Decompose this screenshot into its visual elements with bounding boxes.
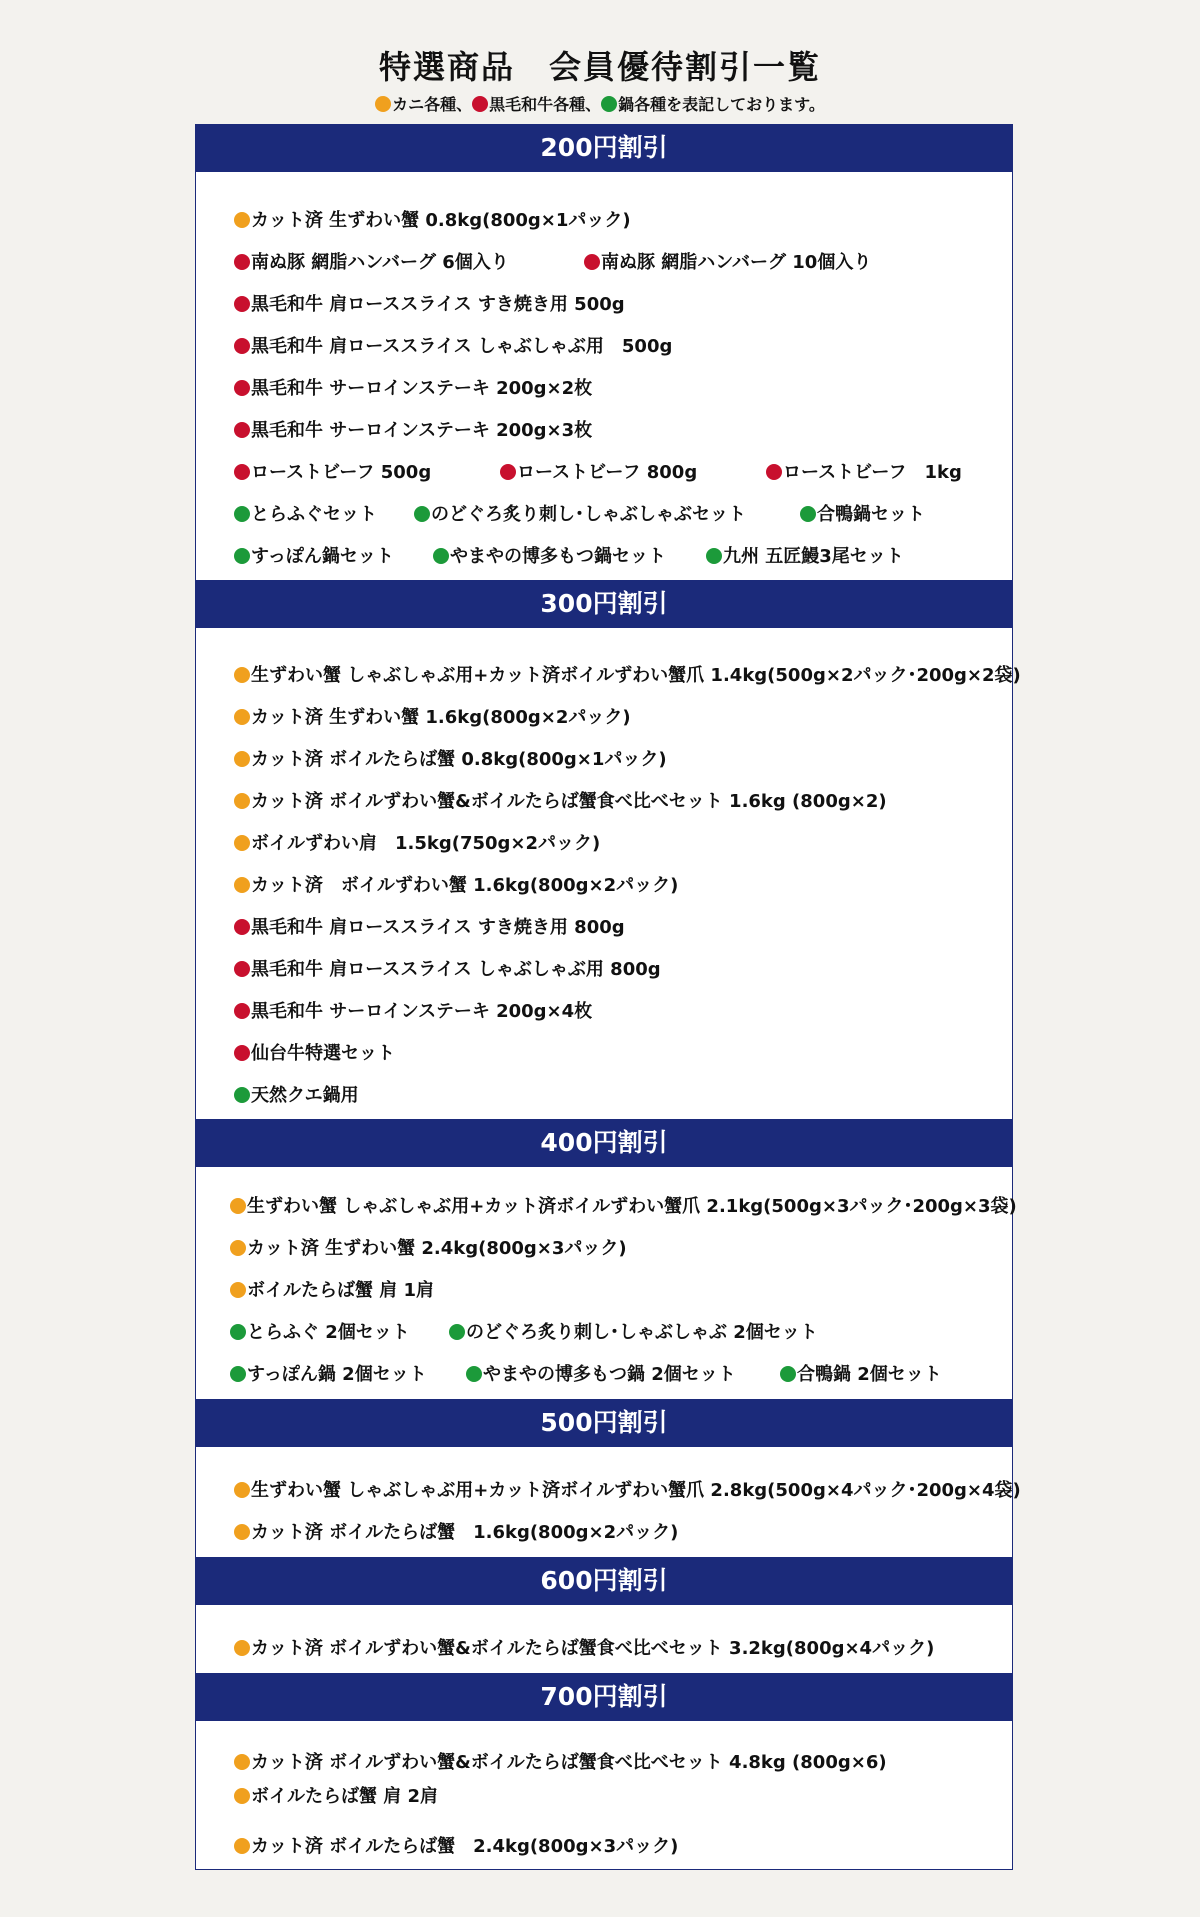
red-dot-icon (234, 254, 250, 270)
orange-dot-icon (234, 1838, 250, 1854)
green-dot-icon (234, 506, 250, 522)
list-item (234, 209, 631, 233)
item-label: やまやの博多もつ鍋 2個セット (483, 1364, 736, 1385)
red-dot-icon (234, 338, 250, 354)
list-item (706, 545, 904, 569)
list-item (234, 335, 672, 359)
list-item (234, 293, 625, 317)
green-dot-icon (466, 1366, 482, 1382)
list-item (234, 916, 625, 940)
item-label: 黒毛和牛 肩ローススライス しゃぶしゃぶ用 800g (251, 959, 661, 980)
item-label: カット済 ボイルたらば蟹 2.4kg(800g×3パック) (251, 1836, 679, 1857)
item-label: 天然クエ鍋用 (251, 1085, 359, 1106)
list-item (234, 461, 431, 485)
item-label: ボイルずわい肩 1.5kg(750g×2パック) (251, 833, 601, 854)
orange-dot-icon (234, 877, 250, 893)
green-dot-icon (706, 548, 722, 564)
item-label: のどぐろ炙り刺し･しゃぶしゃぶセット (431, 504, 746, 525)
list-item (234, 748, 667, 772)
item-label: 仙台牛特選セット (251, 1043, 395, 1064)
list-item (230, 1321, 410, 1345)
list-item (766, 461, 962, 485)
list-item (234, 958, 661, 982)
red-dot-icon (234, 422, 250, 438)
green-dot-icon (601, 96, 617, 112)
red-dot-icon (234, 380, 250, 396)
item-label: ローストビーフ 800g (517, 462, 698, 483)
list-item (800, 503, 925, 527)
item-label: 合鴨鍋 2個セット (797, 1364, 942, 1385)
item-label: カット済 ボイルたらば蟹 1.6kg(800g×2パック) (251, 1522, 679, 1543)
list-item (234, 419, 592, 443)
list-item (234, 1637, 934, 1661)
list-item (234, 664, 1021, 688)
legend (0, 92, 1200, 115)
orange-dot-icon (234, 793, 250, 809)
section-header: 700円割引 (195, 1673, 1013, 1721)
list-item (466, 1363, 736, 1387)
orange-dot-icon (234, 212, 250, 228)
list-item (234, 1751, 887, 1775)
red-dot-icon (234, 1003, 250, 1019)
item-label: カット済 生ずわい蟹 1.6kg(800g×2パック) (251, 707, 631, 728)
red-dot-icon (234, 464, 250, 480)
item-label: ボイルたらば蟹 肩 1肩 (247, 1280, 435, 1301)
red-dot-icon (584, 254, 600, 270)
red-dot-icon (234, 919, 250, 935)
list-item (230, 1195, 1017, 1219)
list-item (234, 1042, 395, 1066)
item-label: 南ぬ豚 網脂ハンバーグ 10個入り (601, 252, 872, 273)
item-label: とらふぐ 2個セット (247, 1322, 410, 1343)
item-label: すっぽん鍋セット (251, 546, 394, 567)
list-item (234, 545, 394, 569)
page-title: 特選商品 会員優待割引一覧 (378, 48, 821, 86)
item-label: 黒毛和牛 肩ローススライス すき焼き用 500g (251, 294, 625, 315)
item-label: カット済 生ずわい蟹 0.8kg(800g×1パック) (251, 210, 631, 231)
orange-dot-icon (230, 1282, 246, 1298)
orange-dot-icon (234, 835, 250, 851)
green-dot-icon (234, 548, 250, 564)
red-dot-icon (766, 464, 782, 480)
item-label: 合鴨鍋セット (817, 504, 925, 525)
red-dot-icon (472, 96, 488, 112)
item-label: 黒毛和牛 肩ローススライス すき焼き用 800g (251, 917, 625, 938)
list-item (234, 1835, 678, 1859)
list-item (500, 461, 697, 485)
section-header: 400円割引 (195, 1119, 1013, 1167)
orange-dot-icon (230, 1240, 246, 1256)
green-dot-icon (230, 1366, 246, 1382)
legend-nabe-label: 鍋各種を表記しております。 (618, 95, 825, 114)
item-label: 生ずわい蟹 しゃぶしゃぶ用+カット済ボイルずわい蟹爪 2.8kg(500g×4パック･200g×4袋) (251, 1480, 1021, 1501)
list-item (234, 1000, 592, 1024)
green-dot-icon (234, 1087, 250, 1103)
list-item (414, 503, 746, 527)
green-dot-icon (414, 506, 430, 522)
green-dot-icon (230, 1324, 246, 1340)
green-dot-icon (800, 506, 816, 522)
orange-dot-icon (234, 709, 250, 725)
item-label: すっぽん鍋 2個セット (247, 1364, 427, 1385)
item-label: のどぐろ炙り刺し･しゃぶしゃぶ 2個セット (466, 1322, 818, 1343)
list-item (234, 1521, 678, 1545)
green-dot-icon (449, 1324, 465, 1340)
legend-crab-label: カニ各種、 (392, 95, 473, 114)
list-item (234, 1479, 1021, 1503)
section-header: 200円割引 (195, 124, 1013, 172)
item-label: 生ずわい蟹 しゃぶしゃぶ用+カット済ボイルずわい蟹爪 2.1kg(500g×3パック･200g×3袋) (247, 1196, 1017, 1217)
red-dot-icon (234, 1045, 250, 1061)
orange-dot-icon (375, 96, 391, 112)
list-item (234, 1084, 359, 1108)
item-label: カット済 ボイルずわい蟹&ボイルたらば蟹食べ比べセット 4.8kg (800g×6) (251, 1752, 887, 1773)
item-label: 南ぬ豚 網脂ハンバーグ 6個入り (251, 252, 509, 273)
item-label: カット済 ボイルずわい蟹&ボイルたらば蟹食べ比べセット 1.6kg (800g×2) (251, 791, 887, 812)
list-item (234, 874, 678, 898)
section-header: 300円割引 (195, 580, 1013, 628)
legend-wagyu-label: 黒毛和牛各種、 (489, 95, 602, 114)
item-label: ローストビーフ 500g (251, 462, 432, 483)
green-dot-icon (433, 548, 449, 564)
item-label: 黒毛和牛 サーロインステーキ 200g×2枚 (251, 378, 593, 399)
orange-dot-icon (234, 1754, 250, 1770)
item-label: カット済 ボイルずわい蟹 1.6kg(800g×2パック) (251, 875, 679, 896)
list-item (234, 251, 509, 275)
red-dot-icon (234, 961, 250, 977)
item-label: 黒毛和牛 サーロインステーキ 200g×3枚 (251, 420, 593, 441)
red-dot-icon (500, 464, 516, 480)
section-header: 500円割引 (195, 1399, 1013, 1447)
section-header: 600円割引 (195, 1557, 1013, 1605)
item-label: 生ずわい蟹 しゃぶしゃぶ用+カット済ボイルずわい蟹爪 1.4kg(500g×2パック･200g×2袋) (251, 665, 1021, 686)
list-item (234, 832, 600, 856)
orange-dot-icon (234, 1640, 250, 1656)
orange-dot-icon (230, 1198, 246, 1214)
orange-dot-icon (234, 1788, 250, 1804)
item-label: カット済 ボイルずわい蟹&ボイルたらば蟹食べ比べセット 3.2kg(800g×4パック) (251, 1638, 935, 1659)
green-dot-icon (780, 1366, 796, 1382)
item-label: ボイルたらば蟹 肩 2肩 (251, 1786, 439, 1807)
item-label: やまやの博多もつ鍋セット (450, 546, 666, 567)
list-item (234, 377, 592, 401)
list-item (234, 706, 631, 730)
list-item (230, 1279, 434, 1303)
orange-dot-icon (234, 751, 250, 767)
item-label: ローストビーフ 1kg (783, 462, 962, 483)
list-item (230, 1237, 627, 1261)
item-label: 黒毛和牛 肩ローススライス しゃぶしゃぶ用 500g (251, 336, 673, 357)
list-item (433, 545, 666, 569)
item-label: カット済 ボイルたらば蟹 0.8kg(800g×1パック) (251, 749, 667, 770)
orange-dot-icon (234, 1524, 250, 1540)
orange-dot-icon (234, 1482, 250, 1498)
list-item (230, 1363, 427, 1387)
list-item (234, 503, 377, 527)
red-dot-icon (234, 296, 250, 312)
list-item (780, 1363, 942, 1387)
item-label: 九州 五匠鰻3尾セット (723, 546, 904, 567)
list-item (234, 790, 887, 814)
list-item (584, 251, 871, 275)
item-label: カット済 生ずわい蟹 2.4kg(800g×3パック) (247, 1238, 627, 1259)
item-label: 黒毛和牛 サーロインステーキ 200g×4枚 (251, 1001, 593, 1022)
orange-dot-icon (234, 667, 250, 683)
list-item (449, 1321, 818, 1345)
list-item (234, 1785, 438, 1809)
item-label: とらふぐセット (251, 504, 377, 525)
